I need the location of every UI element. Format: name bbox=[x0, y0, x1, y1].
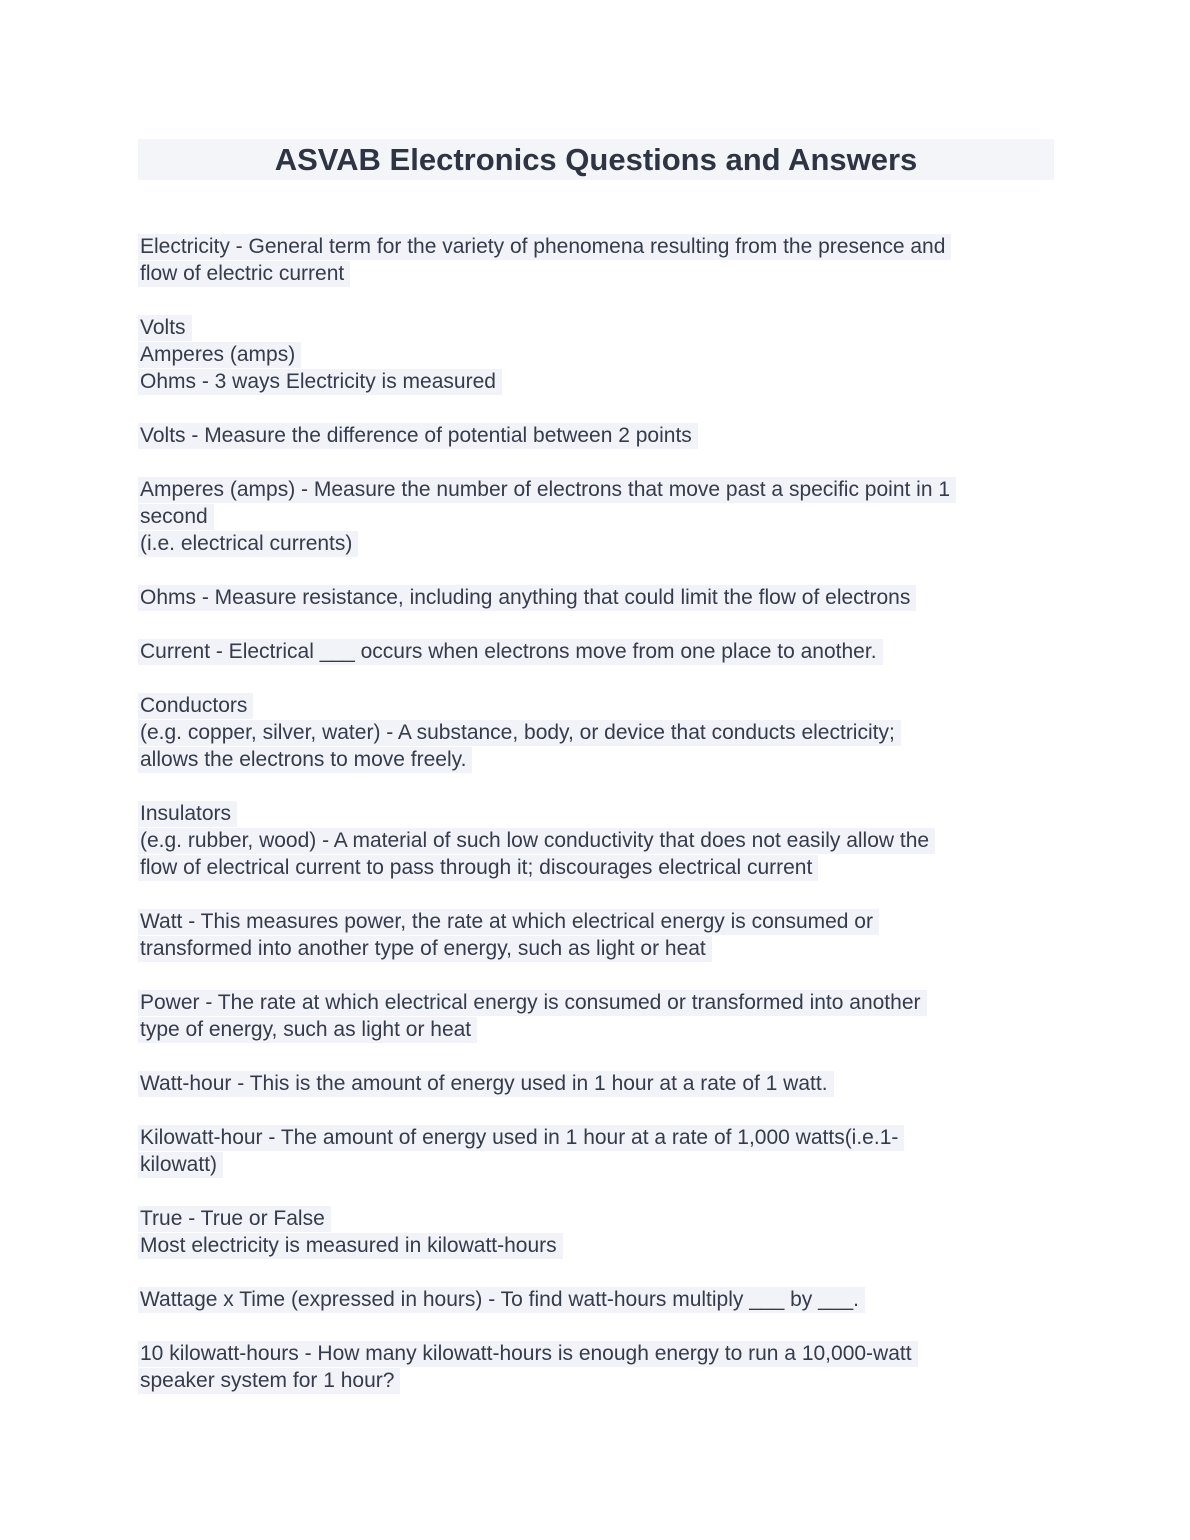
text-line: Watt - This measures power, the rate at which electrical energy is consumed or bbox=[138, 909, 879, 935]
text-line: (e.g. copper, silver, water) - A substance, body, or device that conducts electricity; bbox=[138, 720, 901, 746]
paragraph bbox=[140, 989, 1070, 1043]
text-line: True - True or False bbox=[138, 1206, 331, 1232]
paragraph bbox=[140, 233, 1070, 287]
text-line: Conductors bbox=[138, 693, 253, 719]
text-line: Wattage x Time (expressed in hours) - To find watt-hours multiply ___ by ___. bbox=[138, 1287, 865, 1313]
text-line: Ohms - Measure resistance, including anything that could limit the flow of electrons bbox=[138, 585, 916, 611]
text-line: (e.g. rubber, wood) - A material of such low conductivity that does not easily allow the bbox=[138, 828, 935, 854]
text-line: transformed into another type of energy, such as light or heat bbox=[138, 936, 712, 962]
text-line: Current - Electrical ___ occurs when electrons move from one place to another. bbox=[138, 639, 883, 665]
text-line: Watt-hour - This is the amount of energy used in 1 hour at a rate of 1 watt. bbox=[138, 1071, 834, 1097]
text-line: Electricity - General term for the variety of phenomena resulting from the presence and bbox=[138, 234, 951, 260]
text-line: (i.e. electrical currents) bbox=[138, 531, 358, 557]
paragraph bbox=[140, 314, 1070, 395]
text-line: Volts - Measure the difference of potential between 2 points bbox=[138, 423, 698, 449]
text-line: Amperes (amps) - Measure the number of electrons that move past a specific point in 1 bbox=[138, 477, 956, 503]
text-line: Kilowatt-hour - The amount of energy used in 1 hour at a rate of 1,000 watts(i.e.1- bbox=[138, 1125, 904, 1151]
paragraph bbox=[140, 1286, 1070, 1313]
paragraph bbox=[140, 584, 1070, 611]
text-line: Power - The rate at which electrical energy is consumed or transformed into another bbox=[138, 990, 927, 1016]
paragraph bbox=[140, 1124, 1070, 1178]
text-line: Volts bbox=[138, 315, 192, 341]
page-title: ASVAB Electronics Questions and Answers bbox=[274, 141, 918, 177]
paragraph bbox=[140, 638, 1070, 665]
text-line: speaker system for 1 hour? bbox=[138, 1368, 400, 1394]
text-line: Amperes (amps) bbox=[138, 342, 301, 368]
text-line: kilowatt) bbox=[138, 1152, 223, 1178]
text-line: flow of electrical current to pass through it; discourages electrical current bbox=[138, 855, 818, 881]
text-line: Ohms - 3 ways Electricity is measured bbox=[138, 369, 502, 395]
text-line: 10 kilowatt-hours - How many kilowatt-hours is enough energy to run a 10,000-watt bbox=[138, 1341, 918, 1367]
paragraph bbox=[140, 908, 1070, 962]
paragraph bbox=[140, 1070, 1070, 1097]
paragraph bbox=[140, 1205, 1070, 1259]
text-line: Most electricity is measured in kilowatt-hours bbox=[138, 1233, 563, 1259]
title-bar bbox=[138, 139, 1054, 180]
paragraph bbox=[140, 422, 1070, 449]
paragraph bbox=[140, 476, 1070, 557]
text-line: flow of electric current bbox=[138, 261, 350, 287]
text-line: Insulators bbox=[138, 801, 237, 827]
text-line: allows the electrons to move freely. bbox=[138, 747, 472, 773]
text-line: second bbox=[138, 504, 214, 530]
paragraph bbox=[140, 692, 1070, 773]
paragraph bbox=[140, 800, 1070, 881]
paragraph bbox=[140, 1340, 1070, 1394]
document-body bbox=[140, 233, 1070, 1421]
text-line: type of energy, such as light or heat bbox=[138, 1017, 477, 1043]
